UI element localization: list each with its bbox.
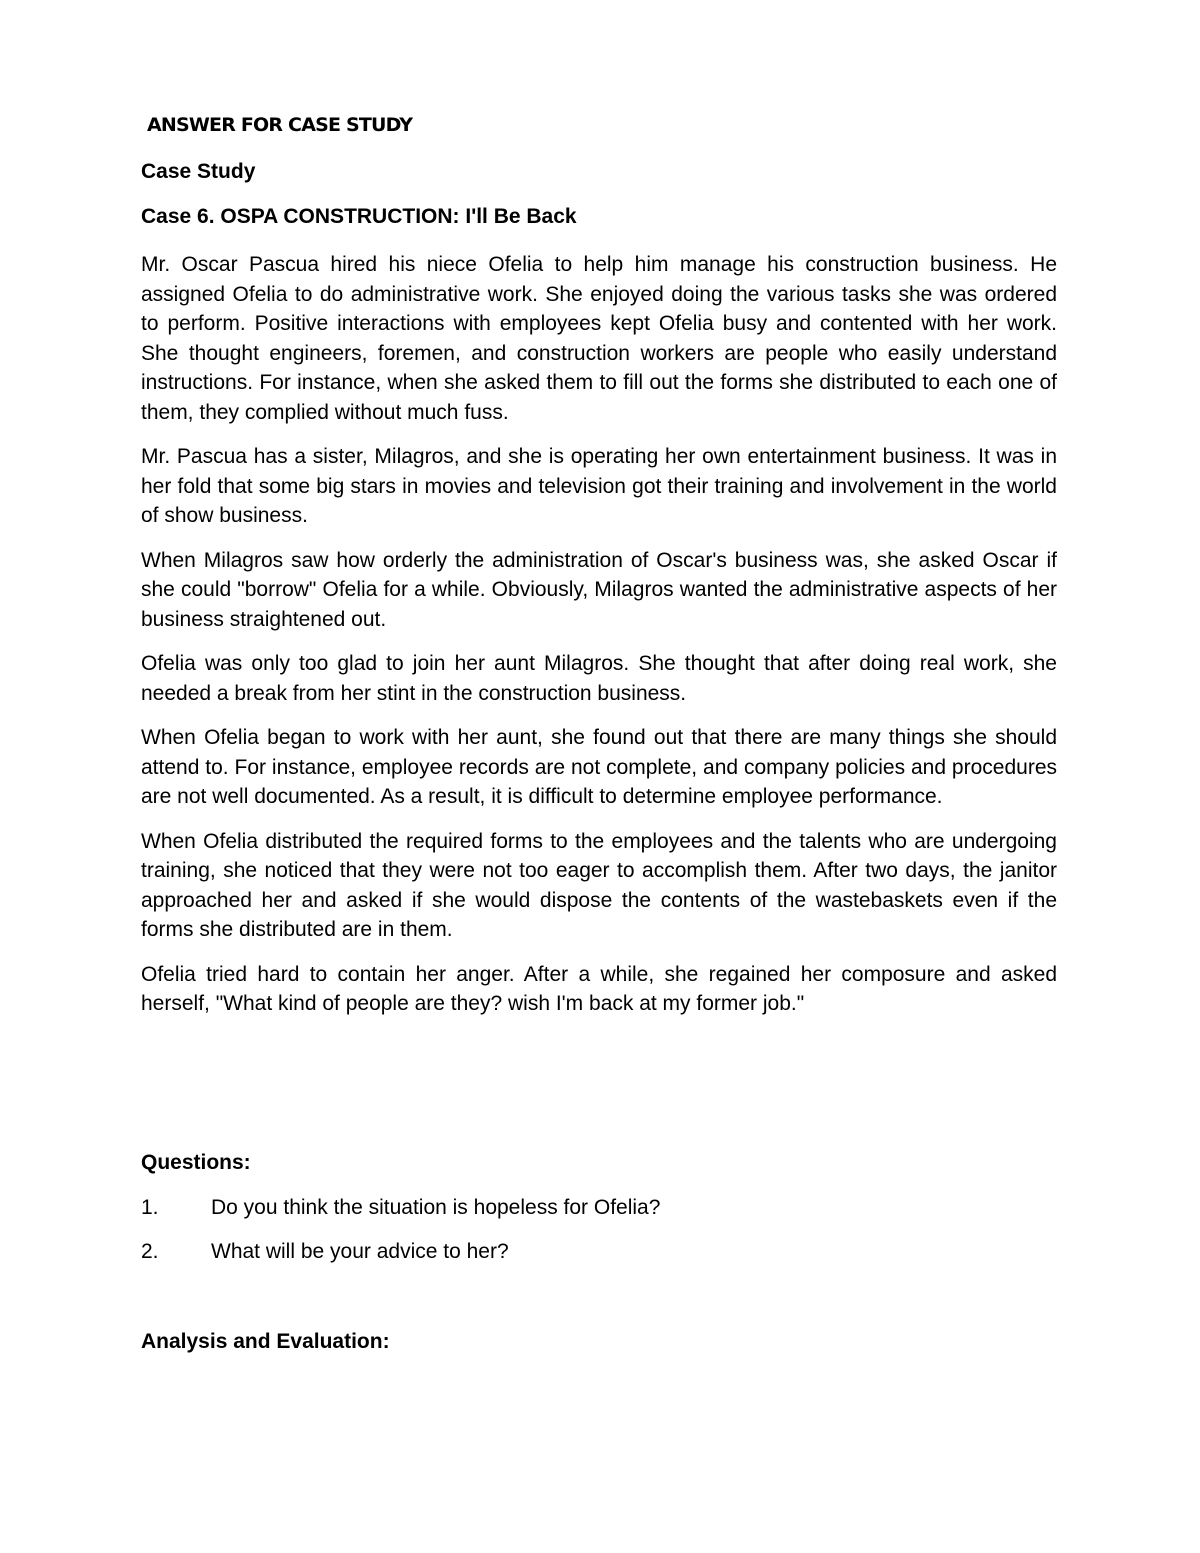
paragraph: Ofelia tried hard to contain her anger. After a while, she regained her composure and asked herself, "What kind of people are they? wish I'm back at my former job." (141, 962, 1057, 1015)
question-item (141, 1240, 509, 1264)
question-number: 1. (141, 1196, 159, 1219)
paragraph: Mr. Pascua has a sister, Milagros, and she is operating her own entertainment business. It was in her fold that some big stars in movies and television got their training and involvement in the world of show business. (141, 445, 1057, 527)
analysis-heading: Analysis and Evaluation: (141, 1330, 390, 1353)
paragraph: When Milagros saw how orderly the administration of Oscar's business was, she asked Oscar if she could "borrow" Ofelia for a while. Obviously, Milagros wanted the administrative aspects of her business straightened out. (141, 548, 1057, 631)
paragraph: When Ofelia began to work with her aunt, she found out that there are many things she should attend to. For instance, employee records are not complete, and company policies and procedures are not well documented. As a result, it is difficult to determine employee performance. (141, 726, 1057, 808)
question-item (141, 1196, 660, 1220)
question-text: Do you think the situation is hopeless for Ofelia? (211, 1196, 661, 1219)
case-title: Case 6. OSPA CONSTRUCTION: I'll Be Back (141, 205, 577, 228)
question-number: 2. (141, 1240, 159, 1263)
paragraph: Ofelia was only too glad to join her aunt Milagros. She thought that after doing real work, she needed a break from her stint in the construction business. (141, 652, 1057, 705)
questions-heading: Questions: (141, 1151, 251, 1174)
case-body (141, 250, 1057, 1034)
paragraph: When Ofelia distributed the required forms to the employees and the talents who are undergoing training, she noticed that they were not too eager to accomplish them. After two days, the janitor approached her and asked if she would dispose the contents of the wastebaskets even if the forms she distributed are in them. (141, 829, 1057, 941)
paragraph: Mr. Oscar Pascua hired his niece Ofelia to help him manage his construction business. He assigned Ofelia to do administrative work. She enjoyed doing the various tasks she was ordered to perform. Positive interactions with employees kept Ofelia busy and contented with her work. She thought engineers, foremen, and construction workers are people who easily understand instructions. For instance, when she asked them to fill out the forms she distributed to each one of them, they complied without much fuss. (141, 253, 1057, 424)
question-text: What will be your advice to her? (211, 1240, 509, 1263)
section-heading: Case Study (141, 160, 256, 183)
top-heading: ANSWER FOR CASE STUDY (147, 114, 413, 136)
